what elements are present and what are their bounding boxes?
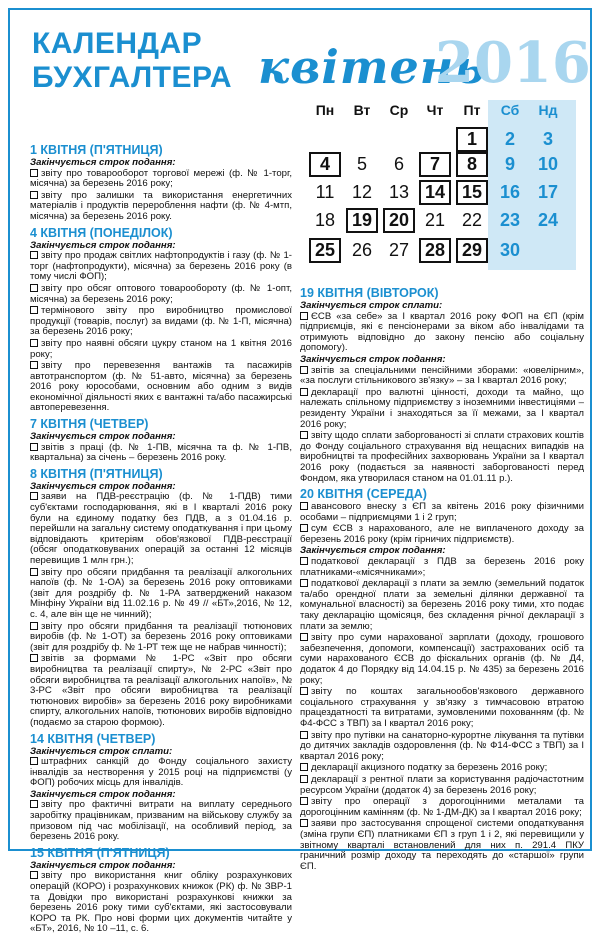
deadline-item-text: звіту про фактичні витрати на виплату середнього заробітку працівникам, призваним на військову службу за призовом під час мобілізації, на особливий період, за березень 2016 року. bbox=[30, 799, 292, 843]
checkbox-icon[interactable] bbox=[300, 502, 308, 510]
date-heading: 14 КВІТНЯ (ЧЕТВЕР) bbox=[30, 731, 156, 746]
checkbox-icon[interactable] bbox=[300, 687, 308, 695]
deadline-item bbox=[300, 687, 584, 729]
deadline-subheading: Закінчується строк подання: bbox=[30, 431, 176, 443]
checkbox-icon[interactable] bbox=[30, 251, 38, 259]
deadline-item-text: штрафних санкцій до Фонду соціального захисту інвалідів за нестворення у 2015 році на підприємстві (у ФОП) робочих місць для інвалідів. bbox=[30, 756, 292, 789]
deadline-item bbox=[30, 251, 292, 283]
deadline-item-text: податкової декларації з ПДВ за березень 2016 року платниками-«місячниками»; bbox=[300, 556, 584, 578]
calendar-day: 29 bbox=[456, 238, 488, 263]
deadline-item bbox=[300, 797, 584, 818]
deadline-subheading: Закінчується строк подання: bbox=[30, 239, 176, 251]
deadline-item-text: звіту про обсяг оптового товарообороту (ф. № 1-опт, місячна) за березень 2016 року; bbox=[30, 282, 292, 305]
calendar-day: 23 bbox=[499, 210, 521, 230]
right-column bbox=[300, 283, 584, 873]
deadline-item-text: заяви на ПДВ-реєстрацію (ф. № 1-ПДВ) тими суб'єктами господарювання, які в I кварталі 2016 року були на єдиному податку без ПДВ, а з 01.04.16 р. перейшли на загальну систему оподаткування і при цьому відповідають критеріям обов'язкової ПДВ-реєстрації (обсяг оподатковуваних операцій за останні 12 місяців перевищив 1 млн грн.); bbox=[30, 491, 292, 566]
deadline-item bbox=[30, 361, 292, 414]
calendar-day: 17 bbox=[537, 182, 559, 202]
checkbox-icon[interactable] bbox=[30, 169, 38, 177]
deadline-item bbox=[30, 492, 292, 566]
checkbox-icon[interactable] bbox=[300, 731, 308, 739]
deadline-item bbox=[300, 312, 584, 354]
deadline-item-text: заяви про застосування спрощеної системи оподаткування (зміна групи ЄП) платниками ЄП з груп 1 і 2, які перевищили у звітному кварталі встановлений для них п. 291.4 ПКУ граничний розмір доходу та переходять до «старшої» групи ЄП. bbox=[300, 818, 584, 872]
deadline-item bbox=[30, 654, 292, 728]
deadline-subheading: Закінчується строк сплати: bbox=[30, 745, 173, 757]
calendar-day: 27 bbox=[388, 240, 410, 260]
weekday-header: Пт bbox=[463, 102, 481, 118]
title-line-2: БУХГАЛТЕРА bbox=[32, 61, 233, 94]
checkbox-icon[interactable] bbox=[300, 312, 308, 320]
deadline-item-text: авансового внеску з ЄП за квітень 2016 року фізичними особами – підприємцями 1 і 2 груп; bbox=[300, 501, 584, 523]
deadline-item bbox=[300, 366, 584, 387]
deadline-item-text: звітів за формами № 1-РС «Звіт про обсяги виробництва та реалізації спирту», № 2-РС «Звіт про обсяги виробництва та реалізації алкогольних напоїв», № 3-РС «Звіт про обсяги виробництва та реалізації тютюнових виробів» за березень 2016 року виробниками спирту, алкогольних напоїв, тютюнових виробів відповідно (подаємо за старою формою). bbox=[30, 653, 292, 728]
checkbox-icon[interactable] bbox=[30, 654, 38, 662]
checkbox-icon[interactable] bbox=[30, 871, 38, 879]
checkbox-icon[interactable] bbox=[30, 443, 38, 451]
calendar-day: 13 bbox=[388, 182, 410, 202]
deadline-item bbox=[300, 579, 584, 632]
deadline-item bbox=[300, 633, 584, 686]
weekday-header: Вт bbox=[353, 102, 371, 118]
deadline-item bbox=[300, 557, 584, 578]
deadline-item-text: звіту про обсяги придбання та реалізації тютюнових виробів (ф. № 1-ОТ) за березень 2016 року оптовиками (звіт для роздрібу ф. № 1-РТ теж ще не набрав чинності); bbox=[30, 620, 292, 653]
calendar-day: 22 bbox=[461, 210, 483, 230]
checkbox-icon[interactable] bbox=[300, 388, 308, 396]
date-heading: 20 КВІТНЯ (СЕРЕДА) bbox=[300, 487, 427, 502]
weekday-header: Нд bbox=[538, 102, 558, 118]
deadline-item bbox=[300, 819, 584, 872]
deadline-item-text: звіту про продаж світлих нафтопродуктів і газу (ф. № 1-торг (нафтопродукти), місячна) за березень 2016 року (в тому числі ФОП); bbox=[30, 250, 292, 283]
deadline-subheading: Закінчується строк подання: bbox=[30, 480, 176, 492]
calendar-day: 6 bbox=[393, 154, 404, 174]
deadline-item bbox=[30, 568, 292, 621]
calendar-day: 8 bbox=[456, 152, 488, 177]
deadline-item-text: звіту про обсяги придбання та реалізації алкогольних напоїв (ф. № 1-ОА) за березень 2016 року оптовиками (звіт для роздрібу ф. № 1-РА затверджений наказом Мінфіну України від 11.02.16 р. № 49 // «БТ»,2016, № 12, с. 4, але він ще не чинний); bbox=[30, 566, 292, 620]
checkbox-icon[interactable] bbox=[300, 366, 308, 374]
deadline-item-text: сум ЄСВ з нарахованого, але не виплаченого доходу за березень 2016 року (крім гірничих підприємств). bbox=[300, 523, 584, 545]
deadline-item-text: звіту про суми нарахованої зарплати (доходу, грошового забезпечення, допомоги, компенсації) застрахованих осіб та суми нарахованого ЄСВ до фіскальних органів (ф. № Д4, додаток 4 до Порядку від 14.04.15 р. № 435) за березень 2016 року; bbox=[300, 632, 584, 686]
date-heading: 4 КВІТНЯ (ПОНЕДІЛОК) bbox=[30, 225, 173, 240]
deadline-item-text: звіту про залишки та використання енергетичних матеріалів і продуктів перероблення нафти (ф. № 4-мтп, місячна) за березень 2016 року. bbox=[30, 189, 292, 222]
deadline-item-text: звіту про наявні обсяги цукру станом на 1 квітня 2016 року; bbox=[30, 337, 292, 360]
left-column bbox=[30, 140, 292, 936]
deadline-item bbox=[300, 524, 584, 545]
calendar-day: 11 bbox=[315, 182, 335, 202]
deadline-item-text: звіту про перевезення вантажів та пасажирів автотранспортом (ф. № 51-авто, місячна) за березень 2016 року юрособами, основним або одним з видів економічної діяльності яких є вантажні та/або пасажирські автоперевезення. bbox=[30, 360, 292, 414]
checkbox-icon[interactable] bbox=[30, 622, 38, 630]
deadline-item bbox=[300, 431, 584, 484]
deadline-subheading: Закінчується строк подання: bbox=[300, 545, 446, 557]
deadline-item-text: податкової декларації з плати за землю (земельний податок та/або орендної плати за земельні ділянки державної та комунальної власності) за березень 2016 року тими, хто подає таку декларацію щомісяця, без складення річної декларації з плати за землю; bbox=[300, 578, 584, 632]
calendar-day: 20 bbox=[383, 208, 415, 233]
calendar-day: 19 bbox=[346, 208, 378, 233]
deadline-item-text: ЄСВ «за себе» за I квартал 2016 року ФОП на ЄП (крім підприємців, які є пенсіонерами за віком або інвалідами та отримують відповідно до закону пенсію або соціальну допомогу). bbox=[300, 310, 584, 354]
deadline-item bbox=[30, 871, 292, 935]
checkbox-icon[interactable] bbox=[300, 431, 308, 439]
weekday-header: Чт bbox=[426, 102, 444, 118]
checkbox-icon[interactable] bbox=[30, 339, 38, 347]
deadline-item-text: звіту по коштах загальнообов'язкового державного соціального страхування у зв'язку з тимчасовою втратою працездатності та витратами, зумовленими похованням (ф. № Ф4-ФСС з ТВП) за I квартал 2016 року; bbox=[300, 686, 584, 729]
checkbox-icon[interactable] bbox=[300, 775, 308, 783]
weekday-header: Ср bbox=[389, 102, 409, 118]
checkbox-icon[interactable] bbox=[300, 819, 308, 827]
checkbox-icon[interactable] bbox=[30, 361, 38, 369]
calendar-day: 4 bbox=[309, 152, 341, 177]
checkbox-icon[interactable] bbox=[30, 191, 38, 199]
deadline-item bbox=[30, 284, 292, 305]
calendar-day: 28 bbox=[419, 238, 451, 263]
calendar-day: 14 bbox=[419, 180, 451, 205]
date-heading: 8 КВІТНЯ (П'ЯТНИЦЯ) bbox=[30, 466, 163, 481]
frame-right-line bbox=[590, 8, 592, 851]
deadline-item-text: звіту щодо сплати заборгованості зі сплати страхових коштів до Фонду соціального страхування від нещасних випадків на виробництві та професійних захворювань України за I квартал 2016 року (подається за наявності заборгованості перед Фондом, яка утворилася станом на 01.01.11 р.). bbox=[300, 430, 584, 484]
deadline-item-text: декларації з рентної плати за користування радіочастотним ресурсом України (додаток 4) за березень 2016 року; bbox=[300, 773, 584, 796]
calendar-day: 15 bbox=[456, 180, 488, 205]
date-heading: 15 КВІТНЯ (П'ЯТНИЦЯ) bbox=[30, 845, 170, 860]
calendar-day: 2 bbox=[504, 129, 515, 149]
title-line-1: КАЛЕНДАР bbox=[32, 27, 203, 60]
checkbox-icon[interactable] bbox=[30, 568, 38, 576]
deadline-item bbox=[30, 191, 292, 223]
calendar-day: 3 bbox=[542, 129, 553, 149]
checkbox-icon[interactable] bbox=[30, 284, 38, 292]
calendar-day: 9 bbox=[504, 154, 515, 174]
year-title: 2016 bbox=[435, 30, 591, 96]
deadline-item-text: звітів за спеціальними пенсійними зборами: «ювелірним», «за послуги стільникового зв'язку» – за I квартал 2016 року; bbox=[300, 364, 584, 387]
deadline-item bbox=[30, 169, 292, 190]
checkbox-icon[interactable] bbox=[300, 557, 308, 565]
deadline-subheading: Закінчується строк подання: bbox=[30, 157, 176, 168]
calendar-day: 30 bbox=[499, 240, 521, 260]
calendar-day: 10 bbox=[537, 154, 559, 174]
deadline-item bbox=[300, 731, 584, 763]
deadline-item-text: декларації акцизного податку за березень 2016 року; bbox=[311, 762, 548, 774]
calendar-day: 1 bbox=[456, 127, 488, 152]
deadline-subheading: Закінчується строк подання: bbox=[300, 353, 446, 365]
deadline-item bbox=[300, 502, 584, 523]
calendar-day: 7 bbox=[419, 152, 451, 177]
calendar-day: 25 bbox=[309, 238, 341, 263]
checkbox-icon[interactable] bbox=[300, 524, 308, 532]
deadline-item bbox=[30, 443, 292, 464]
deadline-item bbox=[300, 775, 584, 796]
weekday-header: Пн bbox=[315, 102, 335, 118]
deadline-item bbox=[30, 339, 292, 360]
checkbox-icon[interactable] bbox=[30, 492, 38, 500]
checkbox-icon[interactable] bbox=[30, 306, 38, 314]
deadline-subheading: Закінчується строк подання: bbox=[30, 788, 176, 800]
deadline-item bbox=[30, 306, 292, 338]
deadline-item-text: термінового звіту про виробництво промислової продукції (товарів, послуг) за видами (ф. № 1-П, місячна) за березень 2016 року; bbox=[30, 305, 292, 338]
checkbox-icon[interactable] bbox=[30, 800, 38, 808]
checkbox-icon[interactable] bbox=[300, 579, 308, 587]
deadline-item bbox=[300, 388, 584, 430]
checkbox-icon[interactable] bbox=[30, 757, 38, 765]
frame-left-line bbox=[8, 8, 10, 851]
deadline-subheading: Закінчується строк сплати: bbox=[300, 300, 443, 311]
deadline-item bbox=[30, 757, 292, 789]
calendar-day: 12 bbox=[351, 182, 373, 202]
calendar-day: 21 bbox=[424, 210, 446, 230]
deadline-item-text: звіту про товарооборот торгової мережі (ф. № 1-торг, місячна) за березень 2016 року; bbox=[30, 167, 292, 190]
deadline-item-text: звіту про використання книг обліку розрахункових операцій (КОРО) і розрахункових книжок (РК) ф. № ЗВР-1 та Довідки про використані розрахункові книжки за березень 2016 року тими суб'єктами, які застосовували КОРО та РК. Про нові форми цих документів читайте у «БТ», 2016, № 10 –11, с. 6. bbox=[30, 870, 292, 935]
checkbox-icon[interactable] bbox=[300, 633, 308, 641]
deadline-item-text: звітів з праці (ф. № 1-ПВ, місячна та ф. № 1-ПВ, квартальна) за січень – березень 2016 року. bbox=[30, 441, 292, 464]
deadline-item bbox=[300, 763, 584, 774]
checkbox-icon[interactable] bbox=[300, 763, 308, 771]
checkbox-icon[interactable] bbox=[300, 797, 308, 805]
date-heading: 19 КВІТНЯ (ВІВТОРОК) bbox=[300, 286, 439, 300]
deadline-item-text: звіту про путівки на санаторно-курортне лікування та путівки до дитячих закладів оздоровлення (ф. № Ф14-ФСС з ТВП) за I квартал 2016 року; bbox=[300, 729, 584, 762]
date-heading: 7 КВІТНЯ (ЧЕТВЕР) bbox=[30, 417, 149, 432]
deadline-item-text: декларації про валютні цінності, доходи та майно, що належать спільному підприємству з іноземними інвестиціями – резиденту України і знаходяться за її межами, за I квартал 2016 року; bbox=[300, 386, 584, 430]
calendar-day: 16 bbox=[499, 182, 521, 202]
date-heading: 1 КВІТНЯ (П'ЯТНИЦЯ) bbox=[30, 143, 163, 157]
calendar-day: 24 bbox=[537, 210, 559, 230]
calendar-day: 5 bbox=[356, 154, 367, 174]
deadline-subheading: Закінчується строк подання: bbox=[30, 859, 176, 871]
weekday-header: Сб bbox=[500, 102, 520, 118]
deadline-item bbox=[30, 622, 292, 654]
month-title: квітень bbox=[258, 40, 486, 94]
calendar-day: 26 bbox=[351, 240, 373, 260]
deadline-item bbox=[30, 800, 292, 842]
calendar-day: 18 bbox=[314, 210, 336, 230]
deadline-item-text: звіту про операції з дорогоцінними металами та дорогоцінним камінням (ф. № 1-ДМ-ДК) за I квартал 2016 року; bbox=[300, 796, 584, 818]
